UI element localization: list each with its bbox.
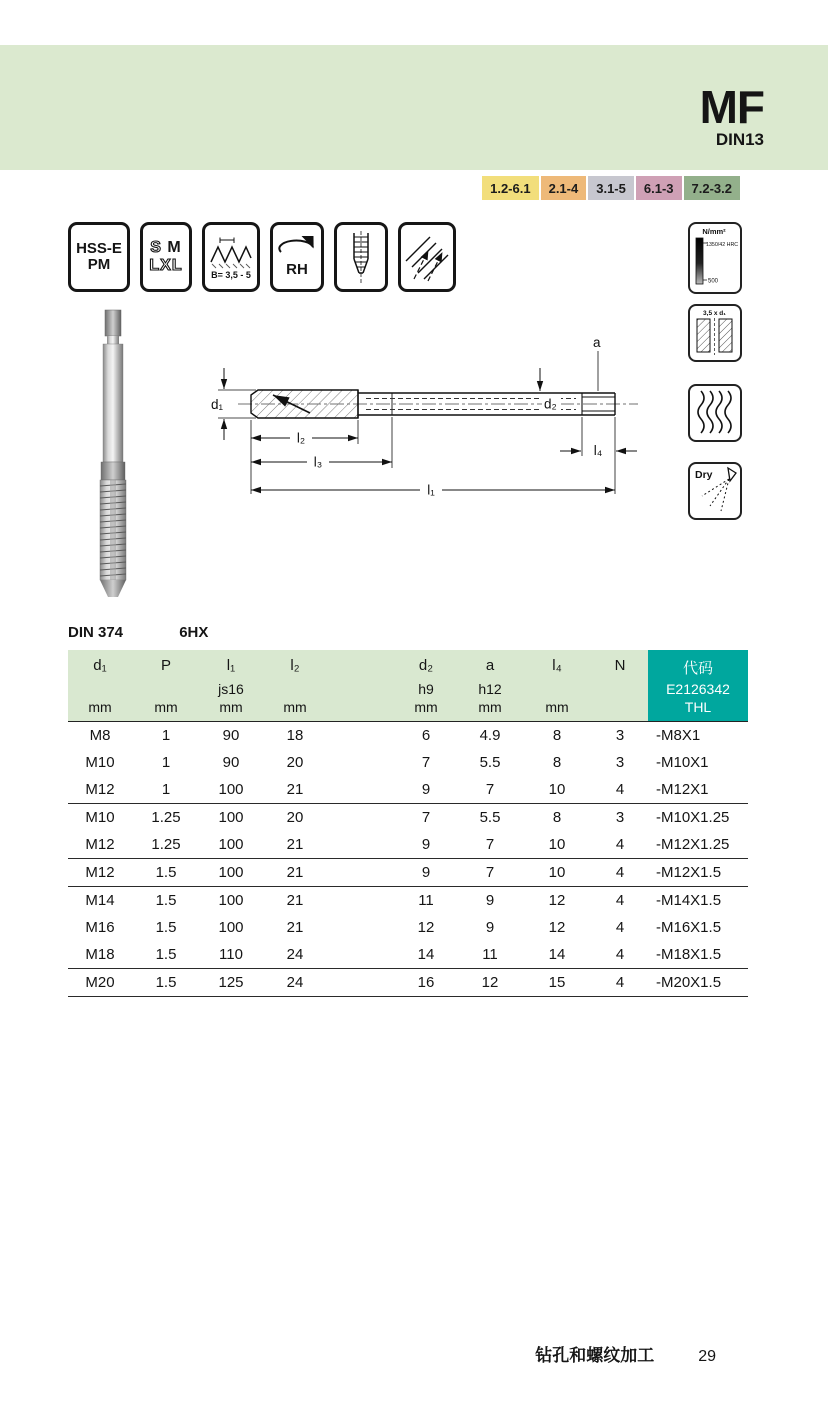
- cell-order-code: -M10X1: [656, 754, 709, 771]
- cell-value: 14: [522, 941, 592, 969]
- cell-value: 21: [286, 919, 304, 936]
- cell-value: 4: [592, 831, 648, 859]
- rotation-label: RH: [286, 261, 308, 278]
- cell-value: 1: [132, 776, 200, 804]
- cell-value: 5.5: [479, 809, 501, 826]
- column-header: l₄ mm: [522, 650, 592, 722]
- table-title: [68, 624, 208, 641]
- column-header: l₂ mm: [262, 650, 328, 722]
- size-xl: XL: [160, 257, 183, 274]
- cell-value: 100: [200, 776, 262, 804]
- column-header: [328, 650, 394, 722]
- column-header: d₁ mm: [68, 650, 132, 722]
- strength-box: [688, 222, 742, 294]
- cell-value: 9: [394, 831, 458, 859]
- cell-value: [328, 941, 394, 969]
- cell-order-code: -M8X1: [656, 727, 701, 744]
- page-number: 29: [698, 1348, 716, 1365]
- cell-value: [328, 859, 394, 887]
- table-row: [68, 969, 748, 997]
- cell-value: 10: [522, 859, 592, 887]
- cell-value: M16: [85, 919, 115, 936]
- category-chip: 3.1-5: [588, 176, 634, 200]
- cell-value: 15: [522, 969, 592, 997]
- cell-value: 21: [262, 831, 328, 859]
- cell-value: [328, 749, 394, 776]
- table-row: [68, 831, 748, 859]
- category-chip: 2.1-4: [541, 176, 587, 200]
- thread-standard: DIN13: [715, 130, 764, 149]
- thread-depth-label: 3,5 x d₁: [703, 310, 726, 317]
- material-line2: PM: [87, 256, 111, 273]
- cell-value: 21: [262, 859, 328, 887]
- cell-value: 9: [394, 859, 458, 887]
- cell-order-code: -M10X1.25: [656, 809, 730, 826]
- cell-value: 90: [222, 727, 240, 744]
- cell-order-code: -M14X1.5: [656, 892, 722, 909]
- cell-value: 1.5: [132, 941, 200, 969]
- cell-value: 1.5: [155, 892, 177, 909]
- cell-value: 8: [552, 809, 562, 826]
- cell-value: 100: [218, 809, 244, 826]
- sizes-text: [149, 239, 182, 276]
- cell-value: 12: [548, 919, 566, 936]
- cell-value: M10: [85, 809, 115, 826]
- tap-point-icon: [337, 229, 385, 285]
- technical-drawing: [210, 334, 665, 514]
- size-m: M: [167, 238, 182, 256]
- cell-value: 7: [458, 831, 522, 859]
- dimension-table: [68, 650, 748, 997]
- cell-value: 5.5: [479, 754, 501, 771]
- cell-value: 1.25: [151, 809, 181, 826]
- tap-photo: [86, 308, 140, 600]
- cell-value: 100: [218, 892, 244, 909]
- table-row: [68, 859, 748, 887]
- strength-scale-icon: [690, 224, 739, 291]
- feature-icons-row: [68, 222, 456, 292]
- cell-value: 9: [485, 892, 495, 909]
- cell-value: 24: [262, 969, 328, 997]
- strength-low: 500: [708, 278, 719, 285]
- thread-profile-box: [202, 222, 260, 292]
- cell-value: 12: [458, 969, 522, 997]
- cell-value: 1.5: [155, 919, 177, 936]
- cell-value: M18: [68, 941, 132, 969]
- rotation-box: [270, 222, 324, 292]
- cell-value: 7: [421, 754, 431, 771]
- category-chip: 6.1-3: [636, 176, 682, 200]
- column-header: P mm: [132, 650, 200, 722]
- cell-value: 4: [592, 969, 648, 997]
- cell-value: [328, 831, 394, 859]
- din-number: DIN 374: [68, 624, 124, 641]
- cell-value: 1: [161, 727, 171, 744]
- cell-order-code: -M12X1.25: [648, 831, 748, 859]
- table-row: [68, 887, 748, 915]
- cell-value: 125: [200, 969, 262, 997]
- cell-order-code: -M12X1: [648, 776, 748, 804]
- cell-value: 4.9: [479, 727, 501, 744]
- column-header: N: [592, 650, 648, 722]
- tolerance-class: 6HX: [179, 624, 209, 641]
- column-header: l₁ js16 mm: [200, 650, 262, 722]
- cell-value: 9: [394, 776, 458, 804]
- table-row: [68, 804, 748, 832]
- table-row: [68, 914, 748, 941]
- through-hole-box: [398, 222, 456, 292]
- cell-value: 20: [286, 754, 304, 771]
- thread-depth-box: [688, 304, 742, 362]
- dim-l4-label: l₄: [593, 443, 603, 458]
- footer-section-title: 钻孔和螺纹加工: [535, 1346, 655, 1365]
- cell-value: 4: [592, 776, 648, 804]
- table-row: [68, 722, 748, 750]
- cell-value: [328, 804, 394, 832]
- dry-spray-icon: [690, 464, 739, 517]
- cell-value: 90: [222, 754, 240, 771]
- cell-value: 110: [200, 941, 262, 969]
- cell-value: 10: [522, 831, 592, 859]
- cell-value: 20: [286, 809, 304, 826]
- cell-order-code: -M16X1.5: [656, 919, 722, 936]
- cell-value: 7: [458, 859, 522, 887]
- cell-value: [328, 776, 394, 804]
- cell-value: 4: [615, 892, 625, 909]
- cell-value: M8: [89, 727, 111, 744]
- cell-value: 1.5: [132, 859, 200, 887]
- cell-value: 1.25: [132, 831, 200, 859]
- table-body: [68, 722, 748, 997]
- cell-value: M12: [68, 859, 132, 887]
- product-code: MF: [699, 81, 764, 133]
- cell-order-code: -M18X1.5: [648, 941, 748, 969]
- cell-value: 4: [592, 859, 648, 887]
- table-row: [68, 776, 748, 804]
- cell-value: 16: [394, 969, 458, 997]
- cell-value: 12: [417, 919, 435, 936]
- size-s: S: [150, 238, 162, 256]
- cell-value: 6: [421, 727, 431, 744]
- category-chip: 7.2-3.2: [684, 176, 740, 200]
- cell-value: M12: [68, 776, 132, 804]
- chips-icon: [690, 386, 739, 439]
- material-line1: HSS-E: [76, 239, 122, 257]
- cell-value: 1: [161, 754, 171, 771]
- dim-d1-label: d₁: [211, 397, 224, 412]
- page-footer: [535, 1341, 716, 1366]
- cell-value: 12: [548, 892, 566, 909]
- cell-value: M20: [68, 969, 132, 997]
- strength-unit: N/mm²: [702, 227, 726, 236]
- cell-value: 21: [262, 776, 328, 804]
- coolant-label: Dry: [695, 469, 713, 481]
- column-header-code: 代码 E2126342 THL: [648, 650, 748, 722]
- dimension-table-wrap: [68, 650, 748, 997]
- thread-depth-icon: [690, 306, 739, 359]
- column-header: a h12 mm: [458, 650, 522, 722]
- cell-value: 3: [615, 809, 625, 826]
- cell-value: 7: [421, 809, 431, 826]
- dim-l2-label: l₂: [296, 430, 306, 446]
- cell-value: M12: [68, 831, 132, 859]
- thread-profile-icon: [208, 235, 254, 269]
- rotation-arrow-icon: [275, 236, 319, 260]
- cell-value: [328, 722, 394, 750]
- table-header-row: [68, 650, 748, 722]
- tap-point-box: [334, 222, 388, 292]
- cell-value: 11: [458, 941, 522, 969]
- sizes-box: [140, 222, 192, 292]
- cell-value: 24: [262, 941, 328, 969]
- chamfer-length-label: B= 3,5 - 5: [211, 269, 251, 280]
- product-code-block: [699, 81, 764, 149]
- cell-value: [328, 914, 394, 941]
- cell-value: 7: [458, 776, 522, 804]
- cell-value: 11: [418, 892, 434, 909]
- cell-value: 1.5: [132, 969, 200, 997]
- chips-box: [688, 384, 742, 442]
- cell-value: 4: [592, 941, 648, 969]
- cell-value: 21: [286, 892, 304, 909]
- dim-l3-label: l₃: [313, 454, 323, 470]
- cell-value: 100: [200, 831, 262, 859]
- cell-value: 100: [200, 859, 262, 887]
- cell-value: 18: [286, 727, 304, 744]
- cell-value: 8: [552, 754, 562, 771]
- cell-value: 4: [615, 919, 625, 936]
- cell-order-code: -M12X1.5: [648, 859, 748, 887]
- material-box: [68, 222, 130, 292]
- cell-value: 3: [615, 727, 625, 744]
- category-chip: 1.2-6.1: [482, 176, 538, 200]
- cell-value: 14: [394, 941, 458, 969]
- dim-d2-label: d₂: [544, 396, 557, 412]
- cell-value: [328, 969, 394, 997]
- cell-value: 8: [552, 727, 562, 744]
- category-chips: [482, 176, 740, 200]
- cell-value: M14: [85, 892, 115, 909]
- cell-value: M10: [85, 754, 115, 771]
- table-row: [68, 749, 748, 776]
- through-hole-icon: [402, 231, 452, 283]
- cell-value: 9: [485, 919, 495, 936]
- size-l: L: [149, 257, 161, 274]
- table-row: [68, 941, 748, 969]
- cell-value: 3: [615, 754, 625, 771]
- dim-a-label: a: [593, 335, 601, 350]
- cell-value: 10: [522, 776, 592, 804]
- cell-order-code: -M20X1.5: [648, 969, 748, 997]
- cell-value: [328, 887, 394, 915]
- cell-value: 100: [218, 919, 244, 936]
- coolant-box: [688, 462, 742, 520]
- strength-high: 1350/42 HRC: [706, 242, 739, 248]
- column-header: d₂ h9 mm: [394, 650, 458, 722]
- dim-l1-label: l₁: [427, 482, 435, 498]
